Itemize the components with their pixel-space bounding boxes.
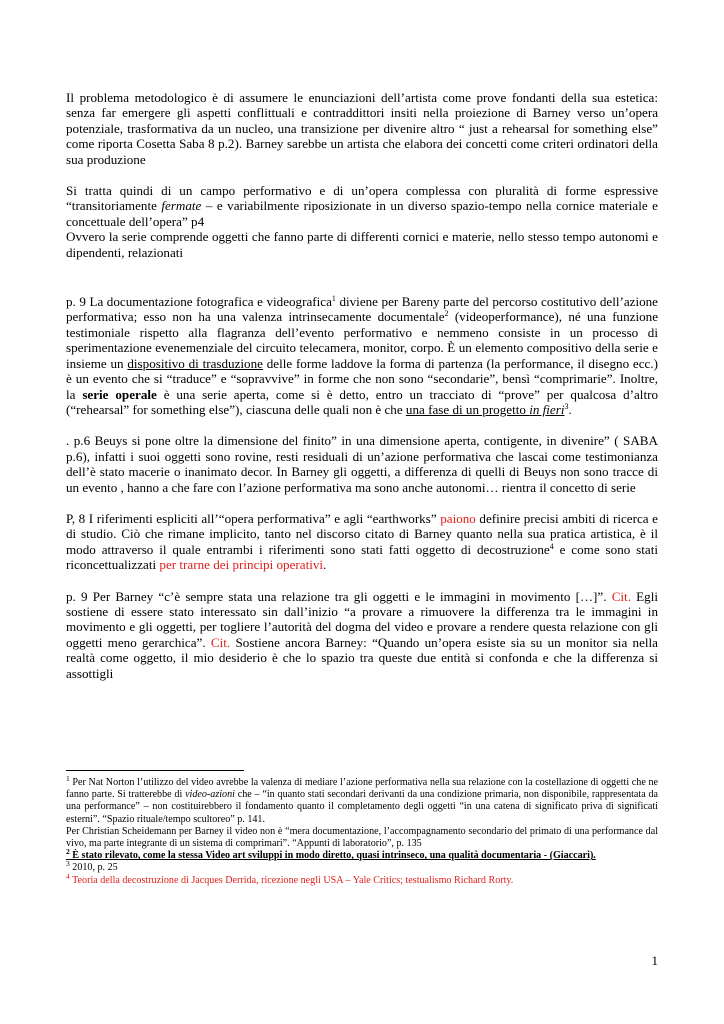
- text-run: è una serie aperta, come si è detto, entro un tracciato di “prove” per qualcosa d’altro (“rehearsal” for something else”), ciascuna delle quali non è che: [66, 386, 658, 417]
- footnote-4: [66, 871, 658, 887]
- red-text: per trarne dei principi operativi: [159, 557, 324, 573]
- red-text: Cit.: [210, 634, 231, 650]
- text-run: È stato rilevato, come la stessa Video art sviluppi in modo diretto, quasi intrinseco, una qualità documentaria - (Giaccari).: [69, 850, 596, 862]
- text-run: p. 9 Per Barney “c’è sempre stata una relazione tra gli oggetti e le immagini in movimento […]”.: [66, 588, 612, 604]
- italic-text: in fieri: [529, 401, 565, 417]
- paragraph-barney-quotes: [66, 589, 658, 681]
- footnotes: [66, 774, 659, 887]
- italic-text: video-azioni: [185, 789, 235, 801]
- footnote-1: [66, 774, 659, 826]
- text-run: p. 9 La documentazione fotografica e videografica: [66, 294, 332, 310]
- footnote-2: [66, 847, 658, 862]
- paragraph-performative-field: [66, 183, 658, 229]
- text-run: Sostiene ancora Barney: “Quando un’opera esiste sia su un monitor sia nella realtà come oggetto, il mio desiderio è che lo spazio tra queste due entità si confonda e che la differenza si assottigli: [66, 634, 658, 681]
- footnote-number: 4: [66, 871, 70, 881]
- text-run: che – “in quanto stati secondari derivanti da una condizione primaria, non disponibile, rappresentata da una performance” – non costituirebbero il fondamento quanto il completamento degli oggetti “in una catena di significato priva di significati esterni”. “Spazio rituale/tempo scultoreo” p. 141.: [66, 789, 659, 825]
- paragraph-methodology: Il problema metodologico è di assumere le enunciazioni dell’artista come prove fondanti della sua estetica: senza far emergere gli aspetti conflittuali e contraddittori insiti nella proiezione di Barney verso un’opera potenziale, trasformativa da un nucleo, una transizione per divenire altro “ just a rehearsal for something else” come riporta Cosetta Saba 8 p.2). Barney sarebbe un artista che elabora dei concetti come criteri ordinatori della sua produzione: [66, 90, 658, 167]
- text-run: .: [323, 557, 327, 573]
- footnote-ref-2[interactable]: 2: [444, 309, 449, 319]
- text-run: Per Nat Norton l’utilizzo del video avrebbe la valenza di mediare l’azione performativa nella sua relazione con la costellazione di oggetti che ne fanno parte. Si tratterebbe di: [66, 777, 658, 801]
- text-run: delle forme laddove la forma di partenza (la performance, il disegno ecc.) è un evento che si “traduce” e “sopravvive” in forme che non sono “secondarie”, bensì “comprimarie”. Inoltre, la: [66, 355, 658, 402]
- text-run: Egli sostiene di essere stato interessato sin dall’inizio “a provare a rimuovere la differenza tra le immagini in movimento e gli oggetti, per togliere l’autorità del dogma del video e provare a rendere questa relazione con gli oggetti meno gerarchica”.: [66, 588, 658, 650]
- text-run: P, 8 I riferimenti espliciti all’“opera performativa” e agli “earthworks”: [66, 510, 441, 526]
- text-run: e come sono stati riconcettualizzati: [66, 541, 658, 573]
- underlined-text: dispositivo di trasduzione: [127, 355, 263, 371]
- footnote-ref-3[interactable]: 3: [564, 401, 569, 411]
- text-run: – e variabilmente riposizionate in un diverso spazio-tempo nella cornice materiale e concettuale dell’opera” p4: [66, 198, 658, 229]
- italic-text: fermate: [161, 198, 202, 214]
- red-text: Cit.: [611, 588, 631, 604]
- text-run: Teoria della decostruzione di Jacques Derrida, ricezione negli USA – Yale Critics; testualismo Richard Rorty.: [69, 874, 514, 886]
- paragraph-series: Ovvero la serie comprende oggetti che fanno parte di differenti cornici e materie, nello stesso tempo autonomi e dipendenti, relazionati: [66, 229, 658, 260]
- footnote-number: 2: [66, 847, 70, 857]
- text-run: una fase di un progetto: [405, 401, 530, 417]
- footnote-ref-4[interactable]: 4: [549, 541, 554, 551]
- bold-text: serie operale: [82, 386, 157, 402]
- paragraph-documentation: [66, 294, 658, 417]
- text-run: (videoperformance), né una funzione testimoniale rispetto alla flagranza dell’evento performativo e nemmeno consiste in un processo di sperimentazione evenemenziale del circuito telecamera, monitor, corpo. È un elemento compositivo della serie e insieme un: [66, 309, 659, 371]
- text-run: diviene per Bareny parte del percorso costitutivo dell’azione performativa; esso non ha una valenza intrinsecamente documentale: [66, 294, 658, 325]
- text-run: definire precisi ambiti di ricerca e di studio. Ciò che rimane implicito, tanto nel discorso citato di Barney quanto nella sua pratica artistica, è il modo attraverso il quale entrambi i riferimenti sono stati fatti oggetto di decostruzione: [66, 510, 658, 557]
- text-run: .: [568, 401, 572, 417]
- text-run: 2010, p. 25: [69, 862, 118, 874]
- footnote-separator: [66, 770, 244, 771]
- footnote-ref-1[interactable]: 1: [331, 294, 336, 304]
- text-run: Si tratta quindi di un campo performativo e di un’opera complessa con pluralità di forme espressive “transitoriamente: [66, 183, 658, 214]
- document-body: [66, 90, 658, 681]
- paragraph-references: [66, 511, 658, 573]
- footnote-3: [66, 859, 658, 874]
- page-number: 1: [651, 953, 658, 968]
- footnote-number: 1: [66, 774, 70, 783]
- red-text: paiono: [440, 510, 476, 526]
- footnote-number: 3: [66, 859, 70, 869]
- paragraph-beuys: . p.6 Beuys si pone oltre la dimensione del finito” in una dimensione aperta, contigente, in divenire” ( SABA p.6), infatti i suoi oggetti sono rovine, resti residuali di un’azione performativa che lascai come testimonianza dell’è stato macerie o inanimato decor. In Barney gli oggetti, a differenza di quelli di Beuys non sono tracce di un evento , hanno a che fare con l’azione performativa ma sono anche autonomi… rientra il concetto di serie: [66, 433, 658, 495]
- footnote-1-continued: Per Christian Scheidemann per Barney il video non è “mera documentazione, l’accompagnamento secondario del primato di una performance dal vivo, ma parte integrante di un sistema di comprimari”. “Appunti di laboratorio”, p. 135: [66, 825, 658, 850]
- underlined-text: [406, 402, 565, 417]
